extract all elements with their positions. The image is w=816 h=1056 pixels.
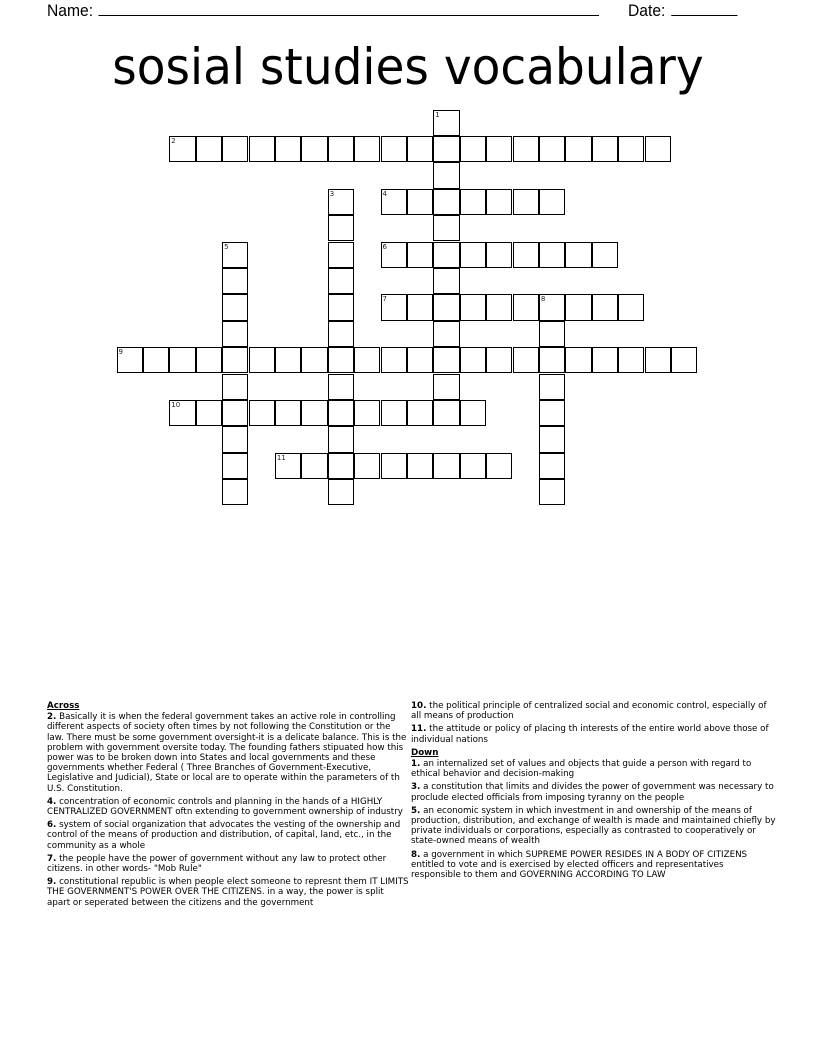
- grid-cell[interactable]: [381, 453, 407, 479]
- clue-item: [411, 806, 776, 847]
- cell-number: 10: [171, 400, 181, 409]
- grid-cell[interactable]: [618, 347, 644, 373]
- grid-cell[interactable]: [328, 347, 354, 373]
- clue-item: [47, 797, 409, 817]
- grid-cell[interactable]: [433, 189, 459, 215]
- grid-cell[interactable]: [539, 136, 565, 162]
- grid-cell[interactable]: [433, 374, 459, 400]
- across-clues-continued: [411, 701, 776, 745]
- grid-cell[interactable]: [381, 294, 407, 320]
- clue-item: [411, 850, 776, 881]
- grid-cell[interactable]: [381, 347, 407, 373]
- grid-cell[interactable]: [486, 453, 512, 479]
- grid-cell[interactable]: [539, 321, 565, 347]
- grid-cell[interactable]: [460, 347, 486, 373]
- grid-cell[interactable]: [301, 347, 327, 373]
- clue-item: [411, 782, 776, 802]
- grid-cell[interactable]: [328, 374, 354, 400]
- grid-cell[interactable]: [539, 400, 565, 426]
- grid-cell[interactable]: [222, 136, 248, 162]
- name-label: Name:: [47, 1, 94, 20]
- grid-cell[interactable]: [433, 294, 459, 320]
- grid-cell[interactable]: [460, 453, 486, 479]
- clue-item: [47, 712, 409, 794]
- clue-number: 7.: [47, 853, 57, 864]
- grid-cell[interactable]: [222, 479, 248, 505]
- clue-number: 8.: [411, 849, 421, 860]
- grid-cell[interactable]: [671, 347, 697, 373]
- grid-cell[interactable]: [301, 453, 327, 479]
- clue-text: a constitution that limits and divides the power of government was necessary to proclude elected officials from imposing tyranny on the people: [411, 782, 774, 803]
- page-title: sosial studies vocabulary: [112, 38, 704, 96]
- clue-number: 4.: [47, 796, 57, 807]
- grid-cell[interactable]: [433, 321, 459, 347]
- grid-cell[interactable]: [169, 136, 195, 162]
- grid-cell[interactable]: [301, 136, 327, 162]
- grid-cell[interactable]: [407, 347, 433, 373]
- grid-cell[interactable]: [486, 189, 512, 215]
- grid-cell[interactable]: [381, 136, 407, 162]
- grid-cell[interactable]: [407, 294, 433, 320]
- clue-number: 11.: [411, 724, 427, 735]
- grid-cell[interactable]: [275, 136, 301, 162]
- clue-text: the people have the power of government without any law to protect other citizens. in other words- "Mob Rule": [47, 853, 387, 875]
- grid-cell[interactable]: [539, 347, 565, 373]
- grid-cell[interactable]: [328, 215, 354, 241]
- grid-cell[interactable]: [539, 479, 565, 505]
- clue-text: concentration of economic controls and planning in the hands of a HIGHLY CENTRALIZED GOVERNMENT oftn extending to government ownership of industry: [47, 796, 403, 818]
- clue-text: a government in which SUPREME POWER RESIDES IN A BODY OF CITIZENS entitled to vote and is exercised by elected officers and representatives responsible to them and GOVERNING ACCORDING TO LAW: [411, 849, 748, 881]
- grid-cell[interactable]: [645, 347, 671, 373]
- across-clues: [47, 712, 409, 908]
- grid-cell[interactable]: [196, 347, 222, 373]
- grid-cell[interactable]: [618, 294, 644, 320]
- grid-cell[interactable]: [513, 189, 539, 215]
- grid-cell[interactable]: [407, 242, 433, 268]
- grid-cell[interactable]: [196, 136, 222, 162]
- grid-cell[interactable]: [222, 321, 248, 347]
- down-clues: [411, 759, 776, 880]
- clue-number: 9.: [47, 877, 57, 888]
- grid-cell[interactable]: [328, 400, 354, 426]
- cell-number: 5: [224, 242, 229, 251]
- grid-cell[interactable]: [117, 347, 143, 373]
- grid-cell[interactable]: [565, 136, 591, 162]
- grid-cell[interactable]: [169, 400, 195, 426]
- grid-cell[interactable]: [328, 321, 354, 347]
- grid-cell[interactable]: [539, 242, 565, 268]
- clue-item: [47, 820, 409, 851]
- cell-number: 9: [118, 348, 123, 357]
- clue-number: 2.: [47, 712, 57, 723]
- grid-cell[interactable]: [222, 347, 248, 373]
- grid-cell[interactable]: [328, 479, 354, 505]
- grid-cell[interactable]: [592, 242, 618, 268]
- grid-cell[interactable]: [486, 242, 512, 268]
- grid-cell[interactable]: [565, 242, 591, 268]
- clue-number: 10.: [411, 701, 427, 711]
- grid-cell[interactable]: [486, 294, 512, 320]
- cell-number: 2: [171, 136, 176, 145]
- grid-cell[interactable]: [354, 453, 380, 479]
- grid-cell[interactable]: [539, 294, 565, 320]
- clue-text: Basically it is when the federal government takes an active role in controlling different aspects of society often times by not following the Constitution or the law. There must be some government oversight-it is a delicate balance. This is the problem with government oversite today. The founding fathers stipuated how this power was to be broken down into States and local governments and these governments whether Federal ( Three Branches of Government-Executive, Legislative and Judicial), State or local are to operate within the parameters of th U.S. Constitution.: [47, 712, 407, 794]
- grid-cell[interactable]: [539, 426, 565, 452]
- grid-cell[interactable]: [407, 453, 433, 479]
- grid-cell[interactable]: [354, 400, 380, 426]
- grid-cell[interactable]: [645, 136, 671, 162]
- grid-cell[interactable]: [460, 242, 486, 268]
- date-label: Date:: [628, 1, 666, 20]
- grid-cell[interactable]: [433, 136, 459, 162]
- grid-cell[interactable]: [169, 347, 195, 373]
- clue-text: an internalized set of values and objects that guide a person with regard to ethical behavior and decision-making: [411, 759, 752, 780]
- grid-cell[interactable]: [222, 374, 248, 400]
- grid-cell[interactable]: [486, 136, 512, 162]
- cell-number: 8: [540, 295, 546, 304]
- grid-cell[interactable]: [433, 400, 459, 426]
- clue-item: [411, 701, 776, 721]
- clue-text: an economic system in which investment in and ownership of the means of production, distribution, and exchange of wealth is made and maintained chiefly by private individuals or corporations, especially as contrasted to cooperatively or state-owned means of wealth: [411, 805, 776, 847]
- cell-number: 7: [382, 295, 387, 304]
- clue-number: 1.: [411, 759, 421, 770]
- grid-cell[interactable]: [328, 426, 354, 452]
- grid-cell[interactable]: [513, 136, 539, 162]
- clue-number: 6.: [47, 820, 57, 831]
- grid-cell[interactable]: [249, 347, 275, 373]
- date-field[interactable]: [628, 0, 737, 21]
- grid-cell[interactable]: [222, 400, 248, 426]
- grid-cell[interactable]: [354, 347, 380, 373]
- grid-cell[interactable]: [539, 453, 565, 479]
- cell-number: 6: [382, 242, 387, 251]
- grid-cell[interactable]: [513, 294, 539, 320]
- grid-cell[interactable]: [565, 347, 591, 373]
- grid-cell[interactable]: [407, 400, 433, 426]
- name-field[interactable]: [47, 0, 599, 21]
- grid-cell[interactable]: [539, 189, 565, 215]
- grid-cell[interactable]: [328, 136, 354, 162]
- grid-cell[interactable]: [381, 400, 407, 426]
- grid-cell[interactable]: [407, 136, 433, 162]
- clues-right-column: [411, 701, 776, 883]
- grid-cell[interactable]: [301, 400, 327, 426]
- grid-cell[interactable]: [222, 242, 248, 268]
- clue-item: [411, 759, 776, 779]
- grid-cell[interactable]: [460, 400, 486, 426]
- grid-cell[interactable]: [275, 453, 301, 479]
- grid-cell[interactable]: [222, 294, 248, 320]
- grid-cell[interactable]: [407, 189, 433, 215]
- grid-cell[interactable]: [513, 347, 539, 373]
- grid-cell[interactable]: [513, 242, 539, 268]
- grid-cell[interactable]: [460, 294, 486, 320]
- grid-cell[interactable]: [354, 136, 380, 162]
- grid-cell[interactable]: [592, 347, 618, 373]
- clue-text: the attitude or policy of placing th interests of the entire world above those of individual nations: [411, 724, 769, 745]
- clue-text: system of social organization that advocates the vesting of the ownership and control of the means of production and distribution, of capital, land, etc., in the community as a whole: [47, 820, 401, 851]
- grid-cell[interactable]: [249, 400, 275, 426]
- grid-cell[interactable]: [539, 374, 565, 400]
- grid-cell[interactable]: [328, 453, 354, 479]
- cell-number: 11: [276, 453, 286, 462]
- cell-number: 1: [435, 110, 440, 119]
- cell-number: 3: [329, 189, 335, 198]
- grid-cell[interactable]: [381, 242, 407, 268]
- down-heading: Down: [411, 747, 439, 758]
- name-line[interactable]: [99, 0, 599, 16]
- grid-cell[interactable]: [328, 294, 354, 320]
- grid-cell[interactable]: [381, 189, 407, 215]
- clue-number: 3.: [411, 782, 421, 793]
- grid-cell[interactable]: [222, 268, 248, 294]
- grid-cell[interactable]: [592, 136, 618, 162]
- grid-cell[interactable]: [460, 189, 486, 215]
- clue-item: [47, 877, 409, 908]
- grid-cell[interactable]: [433, 347, 459, 373]
- clue-number: 5.: [411, 805, 421, 816]
- grid-cell[interactable]: [433, 242, 459, 268]
- grid-cell[interactable]: [249, 136, 275, 162]
- clues-left-column: [47, 701, 409, 911]
- clue-text: constitutional republic is when people elect someone to represnt them IT LIMITS THE GOVERNMENT'S POWER OVER THE CITIZENS. in a way, the power is split apart or seperated between the citizens and the government: [47, 877, 409, 908]
- grid-cell[interactable]: [565, 294, 591, 320]
- grid-cell[interactable]: [196, 400, 222, 426]
- grid-cell[interactable]: [433, 162, 459, 188]
- grid-cell[interactable]: [486, 347, 512, 373]
- grid-cell[interactable]: [433, 110, 459, 136]
- across-heading: Across: [47, 701, 80, 711]
- grid-cell[interactable]: [592, 294, 618, 320]
- grid-cell[interactable]: [433, 268, 459, 294]
- grid-cell[interactable]: [433, 453, 459, 479]
- grid-cell[interactable]: [275, 347, 301, 373]
- clue-item: [411, 724, 776, 744]
- grid-cell[interactable]: [328, 242, 354, 268]
- clue-text: the political principle of centralized social and economic control, especially of all means of production: [411, 701, 767, 722]
- clue-item: [47, 854, 409, 874]
- grid-cell[interactable]: [433, 215, 459, 241]
- grid-cell[interactable]: [222, 426, 248, 452]
- cell-number: 4: [382, 189, 387, 198]
- grid-cell[interactable]: [328, 268, 354, 294]
- grid-cell[interactable]: [328, 189, 354, 215]
- grid-cell[interactable]: [618, 136, 644, 162]
- grid-cell[interactable]: [143, 347, 169, 373]
- grid-cell[interactable]: [222, 453, 248, 479]
- grid-cell[interactable]: [275, 400, 301, 426]
- grid-cell[interactable]: [460, 136, 486, 162]
- date-line[interactable]: [671, 0, 737, 16]
